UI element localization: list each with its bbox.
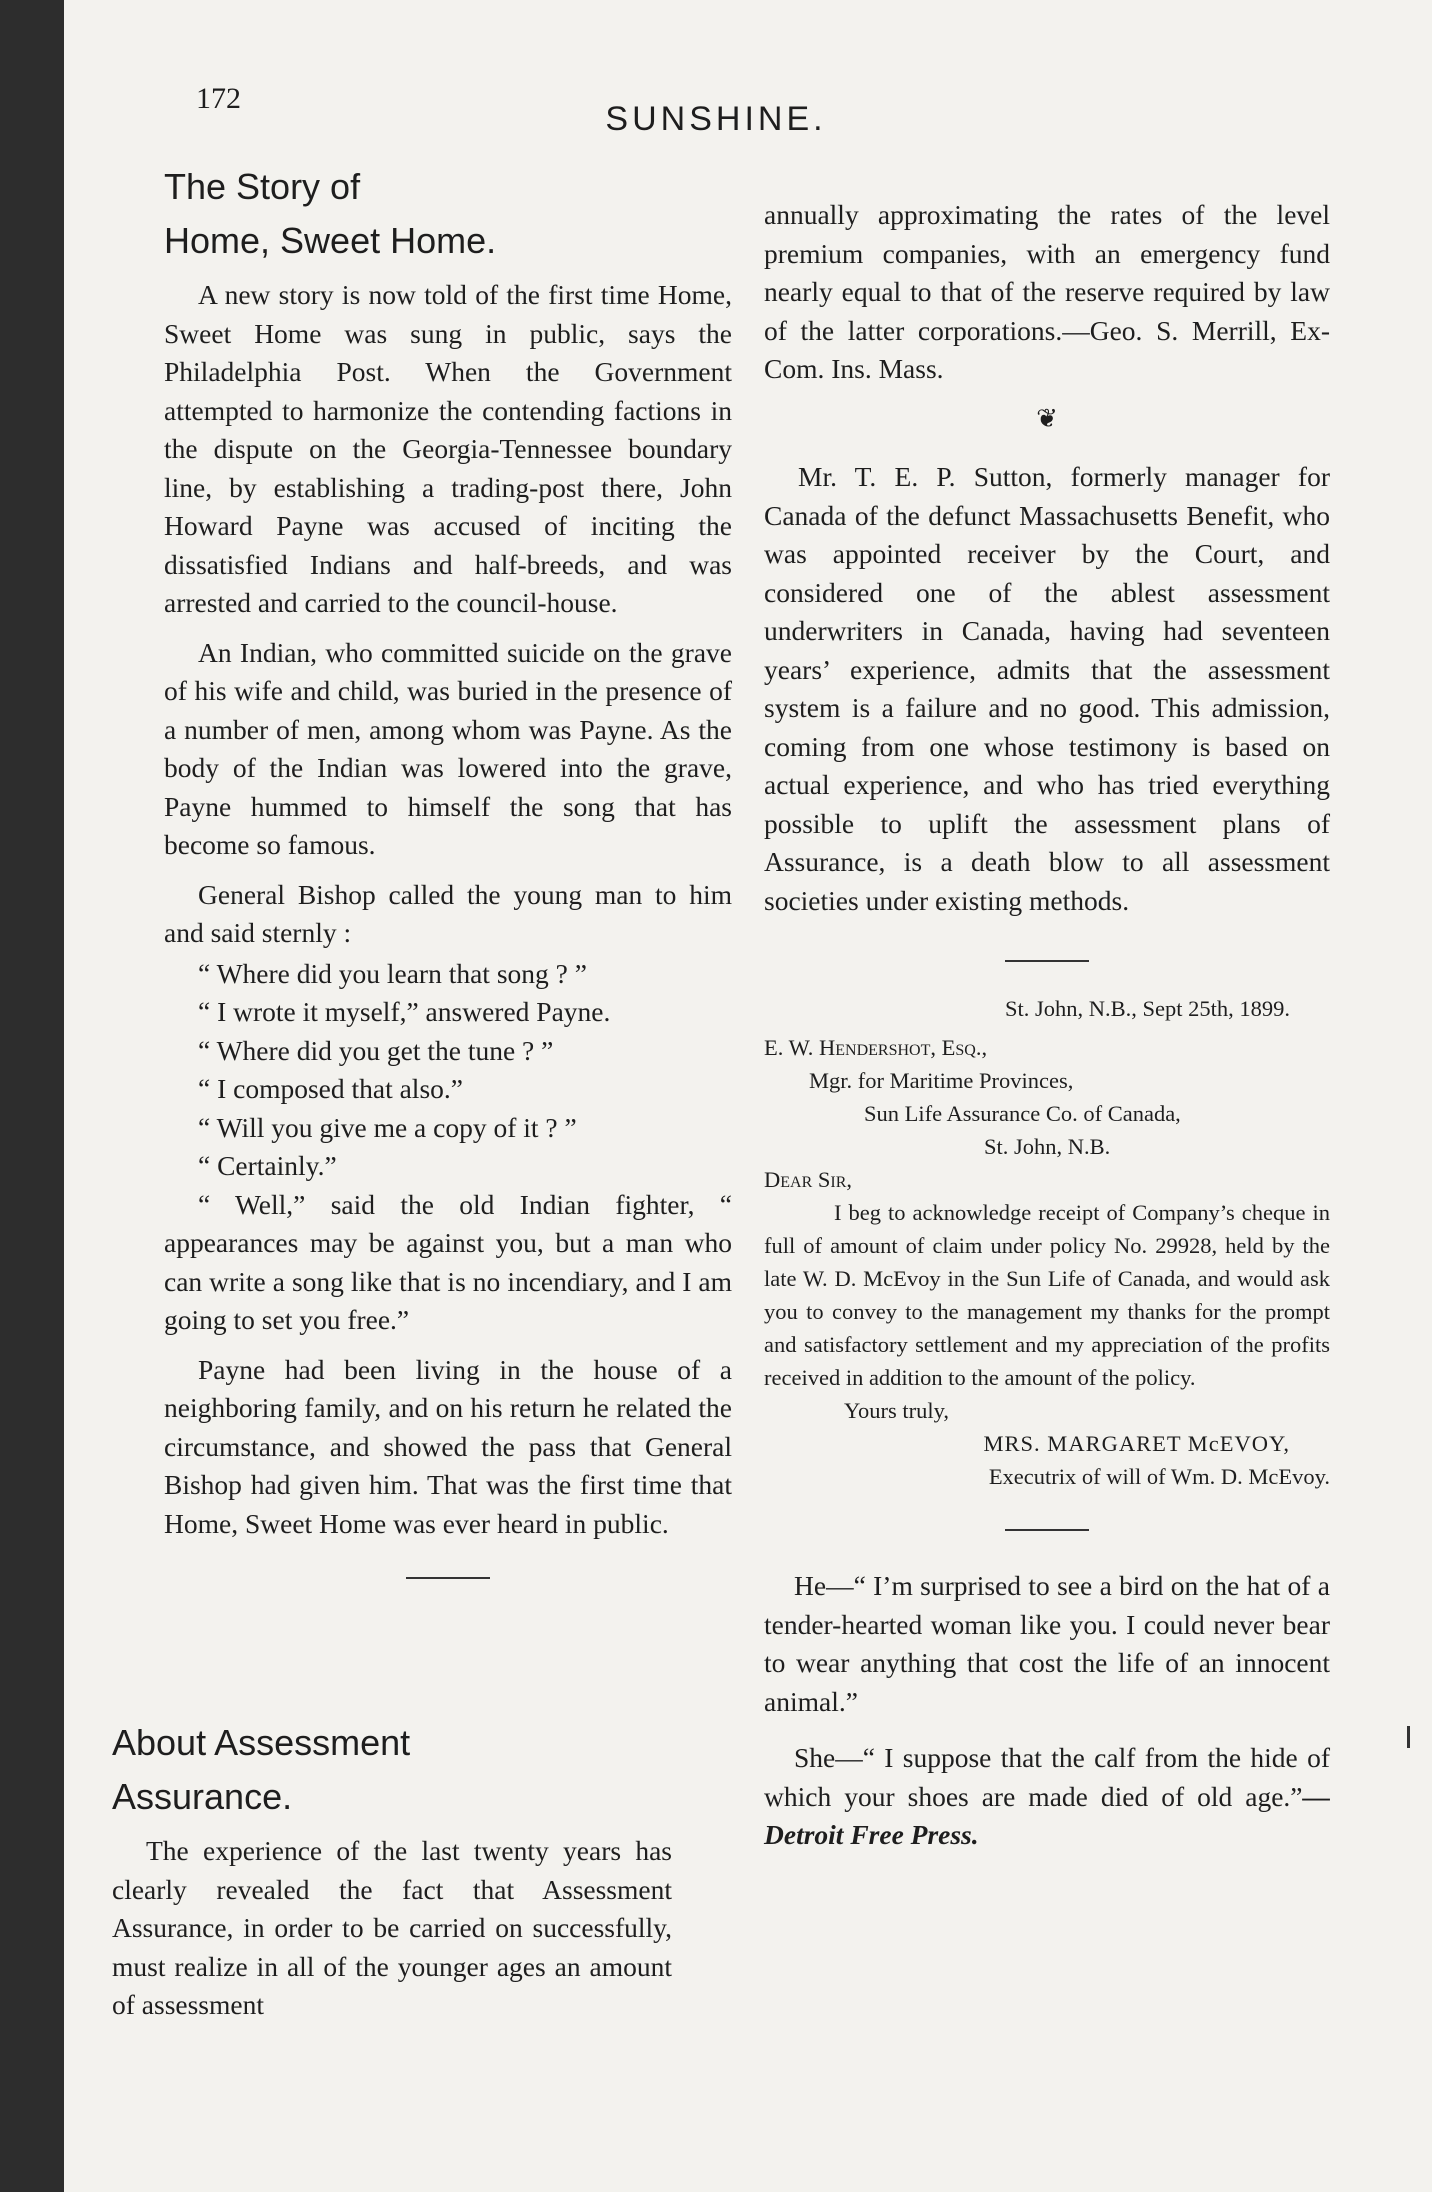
- letter-address-line: Mgr. for Maritime Provinces,: [809, 1068, 1074, 1093]
- section-divider: [1005, 1529, 1089, 1531]
- section-divider: [1005, 960, 1089, 962]
- margin-mark: [1407, 1726, 1410, 1748]
- letter-body: I beg to acknowledge receipt of Company’s cheque in full of amount of claim under policy No. 29928, held by the late W. D. McEvoy in the Sun Life of Canada, and would ask you to convey to the management my thanks for the prompt and satisfactory settlement and my appreciation of the profits received in addition to the amount of the policy.: [764, 1200, 1330, 1390]
- letter-signature-title: Executrix of will of Wm. D. McEvoy.: [988, 1464, 1330, 1489]
- paragraph: “ Well,” said the old Indian fighter, “ appearances may be against you, but a man who can write a song like that is no incendiary, and I am going to set you free.”: [164, 1188, 732, 1335]
- right-column: [764, 196, 1330, 1873]
- letter-salutation: Dear Sir,: [764, 1167, 853, 1192]
- article-title-assessment-assurance: About Assessment Assurance.: [112, 1722, 411, 1817]
- letter-address-line: St. John, N.B.: [984, 1134, 1111, 1159]
- left-column-top: [164, 160, 732, 1613]
- left-column-bottom: [112, 1716, 672, 2036]
- dialogue-line: “ Will you give me a copy of it ? ”: [198, 1111, 577, 1143]
- paragraph: A new story is now told of the first time Home, Sweet Home was sung in public, says the Philadelphia Post. When the Government attempted to harmonize the contending factions in the dispute on the Georgia-Tennessee boundary line, by establishing a trading-post there, John Howard Payne was accused of inciting the dissatisfied Indians and half-breeds, and was arrested and carried to the council-house.: [164, 279, 732, 618]
- dialogue-line: “ I wrote it myself,” answered Payne.: [198, 996, 611, 1027]
- dialogue-line: “ Certainly.”: [198, 1150, 337, 1181]
- joke: [764, 1567, 1330, 1855]
- paragraph: General Bishop called the young man to him and said sternly :: [164, 878, 732, 948]
- dialogue-line: “ Where did you get the tune ? ”: [198, 1034, 554, 1066]
- paragraph: Mr. T. E. P. Sutton, formerly manager for Canada of the defunct Massachusetts Benefit, who was appointed receiver by the Court, and considered one of the ablest assessment underwriters in Canada, having had seventeen years’ experience, admits that the assessment system is a failure and no good. This admission, coming from one whose testimony is based on actual experience, and who has tried everything possible to uplift the assessment plans of Assurance, is a death blow to all assessment societies under existing methods.: [764, 461, 1330, 916]
- section-divider: [406, 1577, 490, 1579]
- paragraph: An Indian, who committed suicide on the grave of his wife and child, was buried in the presence of a number of men, among whom was Payne. As the body of the Indian was lowered into the grave, Payne hummed to himself the song that has become so famous.: [164, 636, 732, 860]
- running-head: SUNSHINE.: [605, 100, 827, 138]
- joke-source: —Detroit Free Press.: [764, 1780, 1330, 1850]
- paragraph: Payne had been living in the house of a neighboring family, and on his return he related the circumstance, and showed the pass that General Bishop had given him. That was the first time that Home, Sweet Home was ever heard in public.: [164, 1353, 732, 1539]
- letter-signature: MRS. MARGARET McEVOY,: [983, 1431, 1290, 1456]
- letter: [764, 992, 1330, 1493]
- paragraph: The experience of the last twenty years has clearly revealed the fact that Assessment Assurance, in order to be carried on successfully, must realize in all of the younger ages an amount of assessment: [112, 1835, 672, 2020]
- dialogue-line: “ Where did you learn that song ? ”: [198, 957, 587, 989]
- page-number: 172: [196, 82, 241, 115]
- article-title-home-sweet-home: The Story of Home, Sweet Home.: [164, 166, 497, 261]
- letter-dateline: St. John, N.B., Sept 25th, 1899.: [1004, 996, 1290, 1021]
- letter-closing: Yours truly,: [844, 1398, 950, 1423]
- dialogue-line: “ I composed that also.”: [198, 1073, 463, 1104]
- fleuron-ornament: ❦: [1036, 403, 1058, 433]
- paragraph: annually approximating the rates of the level premium companies, with an emergency fund nearly equal to that of the reserve required by law of the latter corporations.—Geo. S. Merrill, Ex-Com. Ins. Mass.: [764, 199, 1330, 384]
- letter-addressee: E. W. Hendershot, Esq.,: [764, 1035, 988, 1060]
- letter-address-line: Sun Life Assurance Co. of Canada,: [864, 1101, 1181, 1126]
- joke-she: She—“ I suppose that the calf from the hide of which your shoes are made died of old age.”—Detroit Free Press.: [764, 1742, 1330, 1850]
- joke-he: He—“ I’m surprised to see a bird on the hat of a tender-hearted woman like you. I could never bear to wear anything that cost the life of an innocent animal.”: [764, 1570, 1330, 1717]
